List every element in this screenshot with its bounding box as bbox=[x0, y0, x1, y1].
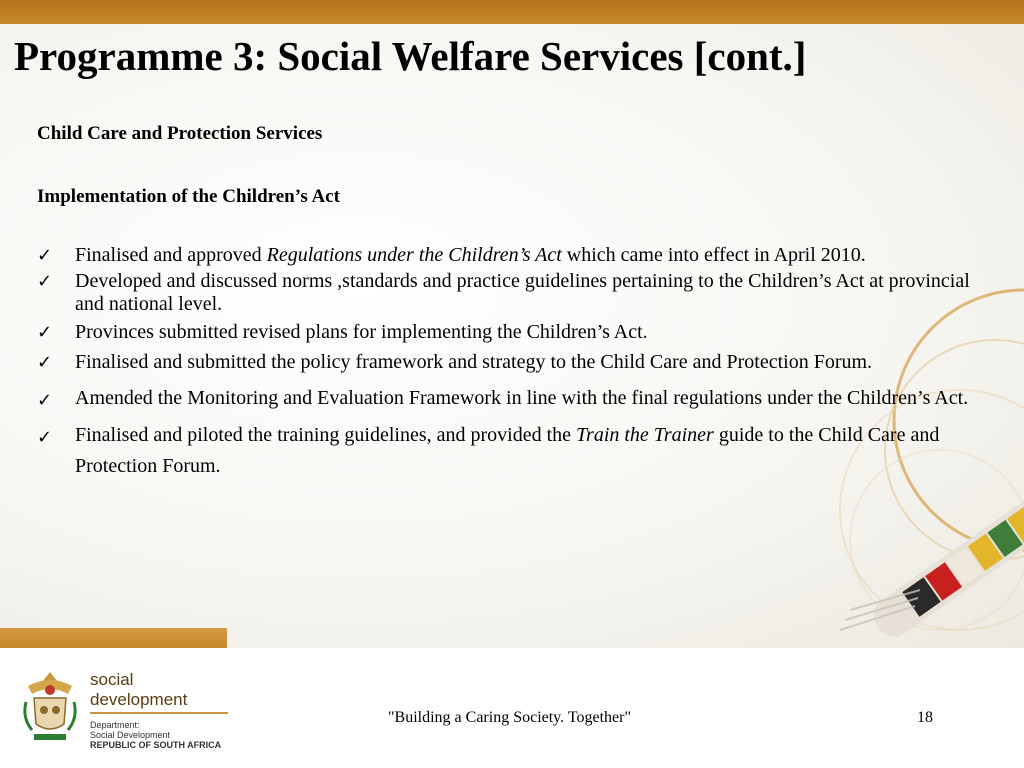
top-accent-bar bbox=[0, 0, 1024, 24]
bottom-accent-stripe bbox=[0, 628, 227, 648]
bullet-text: Finalised and approved Regulations under the Children’s Act which came into effect in April 2010. bbox=[75, 244, 866, 266]
bullet-text: Provinces submitted revised plans for implementing the Children’s Act. bbox=[75, 321, 648, 343]
slide-title: Programme 3: Social Welfare Services [cont.] bbox=[14, 33, 807, 79]
bullet-item bbox=[37, 321, 997, 344]
checkmark-icon: ✓ bbox=[37, 390, 53, 411]
bullet-list bbox=[37, 244, 997, 482]
footer bbox=[0, 648, 1024, 768]
subheading-childrens-act: Implementation of the Children’s Act bbox=[37, 186, 340, 207]
coat-of-arms-icon bbox=[20, 668, 80, 748]
brand-name: social development bbox=[90, 670, 228, 714]
checkmark-icon: ✓ bbox=[37, 245, 53, 266]
bullet-item bbox=[37, 244, 997, 267]
bullet-item bbox=[37, 383, 997, 414]
page-number: 18 bbox=[917, 709, 933, 726]
subheading-child-care: Child Care and Protection Services bbox=[37, 123, 323, 144]
bullet-item bbox=[37, 270, 997, 316]
bullet-text: Developed and discussed norms ,standards and practice guidelines pertaining to the Children’s Act at provincial and national level. bbox=[75, 270, 970, 315]
checkmark-icon: ✓ bbox=[37, 271, 53, 292]
bullet-text: Finalised and piloted the training guidelines, and provided the Train the Trainer guide to the Child Care and Protection Forum. bbox=[75, 424, 940, 477]
bullet-text: Finalised and submitted the policy framework and strategy to the Child Care and Protection Forum. bbox=[75, 351, 873, 373]
bullet-item bbox=[37, 351, 997, 374]
bullet-text: Amended the Monitoring and Evaluation Framework in line with the final regulations under the Children’s Act. bbox=[75, 387, 969, 409]
beadwork-band bbox=[867, 485, 1024, 644]
bullet-item bbox=[37, 420, 997, 482]
checkmark-icon: ✓ bbox=[37, 322, 53, 343]
checkmark-icon: ✓ bbox=[37, 427, 53, 448]
department-logo bbox=[20, 668, 280, 758]
footer-tagline: "Building a Caring Society. Together" bbox=[388, 709, 632, 726]
checkmark-icon: ✓ bbox=[37, 352, 53, 373]
department-text: Department: Social Development REPUBLIC OF SOUTH AFRICA bbox=[90, 720, 222, 750]
